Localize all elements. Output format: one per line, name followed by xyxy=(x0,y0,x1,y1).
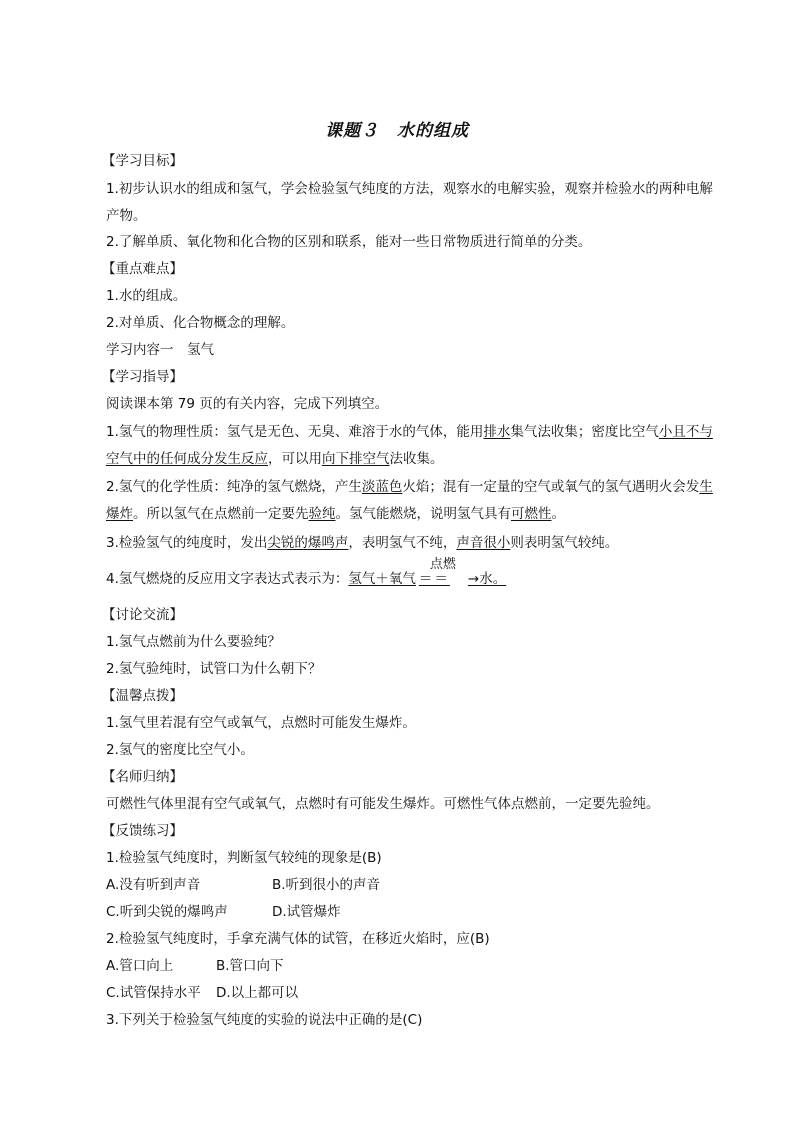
q3-text-a: 3.检验氢气的纯度时，发出 xyxy=(106,535,268,551)
q1-answer-1: 排水 xyxy=(483,424,511,440)
reaction-condition-label: 点燃 xyxy=(429,557,456,572)
q3-text-c: ，表明氢气不纯， xyxy=(348,535,457,551)
q2-text-a: 2.氢气的化学性质：纯净的氢气燃烧，产生 xyxy=(106,479,362,495)
reaction-equals-bars: ＝＝ xyxy=(418,571,450,587)
practice-1-options-row-2 xyxy=(106,901,716,923)
q1-answer-2: 小且不与空气中的任何成分发生反应 xyxy=(106,424,713,467)
guide-intro: 阅读课本第 79 页的有关内容，完成下列填空。 xyxy=(106,396,389,412)
question-1 xyxy=(106,419,718,473)
q2-text-f: 。 xyxy=(551,506,565,522)
tip-1: 1.氢气里若混有空气或氧气，点燃时可能发生爆炸。 xyxy=(106,715,416,731)
practice-1-options-row-1 xyxy=(106,874,716,896)
q2-answer-3: 验纯 xyxy=(308,506,336,522)
section-heading-teacher-summary: 【名师归纳】 xyxy=(102,769,183,785)
p2-option-d: D.以上都可以 xyxy=(216,985,299,1001)
practice-question-1: 1.检验氢气纯度时，判断氢气较纯的现象是(B) xyxy=(106,850,382,866)
tip-2: 2.氢气的密度比空气小。 xyxy=(106,742,254,758)
q1-text-c: 集气法收集；密度比空气 xyxy=(510,424,659,440)
q2-text-e: 。氢气能燃烧，说明氢气具有 xyxy=(335,506,511,522)
section-heading-key-points: 【重点难点】 xyxy=(102,261,183,277)
reaction-condition xyxy=(418,557,465,590)
q2-answer-4: 可燃性 xyxy=(511,506,552,522)
q2-answer-2: 生爆炸 xyxy=(106,479,713,522)
page-title: 课题３ 水的组成 xyxy=(325,121,469,141)
question-2 xyxy=(106,474,718,528)
discussion-1: 1.氢气点燃前为什么要验纯？ xyxy=(106,634,281,650)
q4-answer-product: →水。 xyxy=(467,571,507,587)
practice-question-3: 3.下列关于检验氢气纯度的实验的说法中正确的是(C) xyxy=(106,1012,423,1028)
key-point-1: 1.水的组成。 xyxy=(106,288,187,304)
p2-option-a: A.管口向上 xyxy=(106,958,174,974)
q2-text-d: 。所以氢气在点燃前一定要先 xyxy=(133,506,309,522)
goal-2: 2.了解单质、氧化物和化合物的区别和联系，能对一些日常物质进行简单的分类。 xyxy=(106,234,592,250)
q3-text-d: 则表明氢气较纯。 xyxy=(510,535,619,551)
q1-text-a: 1.氢气的物理性质：氢气是无色、无臭、难溶于水的气体，能用 xyxy=(106,424,484,440)
content-heading-hydrogen: 学习内容一 氢气 xyxy=(106,342,214,358)
discussion-2: 2.氢气验纯时，试管口为什么朝下？ xyxy=(106,661,322,677)
p1-option-d: D.试管爆炸 xyxy=(272,904,341,920)
practice-2-options-row-1 xyxy=(106,955,716,977)
p1-option-a: A.没有听到声音 xyxy=(106,877,201,893)
q1-text-d: ，可以用 xyxy=(268,451,322,467)
section-heading-discussion: 【讨论交流】 xyxy=(102,607,183,623)
practice-question-2: 2.检验氢气纯度时，手拿充满气体的试管，在移近火焰时，应(B) xyxy=(106,931,490,947)
q4-answer-reactants: 氢气＋氧气 xyxy=(348,571,416,587)
section-heading-goals: 【学习目标】 xyxy=(102,153,183,169)
section-heading-guide: 【学习指导】 xyxy=(102,369,183,385)
q2-answer-1: 淡蓝色 xyxy=(361,479,403,495)
p2-option-c: C.试管保持水平 xyxy=(106,985,201,1001)
q1-answer-3: 向下排空气 xyxy=(322,451,390,467)
p2-option-b: B.管口向下 xyxy=(216,958,284,974)
p1-option-b: B.听到很小的声音 xyxy=(272,877,381,893)
section-heading-practice: 【反馈练习】 xyxy=(102,823,183,839)
q4-text-a: 4.氢气燃烧的反应用文字表达式表示为： xyxy=(106,571,349,587)
q1-text-e: 法收集。 xyxy=(389,451,444,467)
key-point-2: 2.对单质、化合物概念的理解。 xyxy=(106,315,295,331)
goal-1: 1.初步认识水的组成和氢气，学会检验氢气纯度的方法，观察水的电解实验，观察并检验水的两种电解产物。 xyxy=(106,181,713,224)
q3-answer-2: 声音很小 xyxy=(456,535,511,551)
question-3 xyxy=(106,532,716,554)
teacher-summary: 可燃性气体里混有空气或氧气，点燃时有可能发生爆炸。可燃性气体点燃前，一定要先验纯。 xyxy=(106,796,660,812)
section-heading-tips: 【温馨点拨】 xyxy=(102,688,183,704)
question-4 xyxy=(106,557,716,590)
q3-answer-1: 尖锐的爆鸣声 xyxy=(267,535,349,551)
q2-text-c: 火焰；混有一定量的空气或氧气的氢气遇明火会发 xyxy=(402,479,700,495)
p1-option-c: C.听到尖锐的爆鸣声 xyxy=(106,904,228,920)
practice-2-options-row-2 xyxy=(106,982,716,1004)
